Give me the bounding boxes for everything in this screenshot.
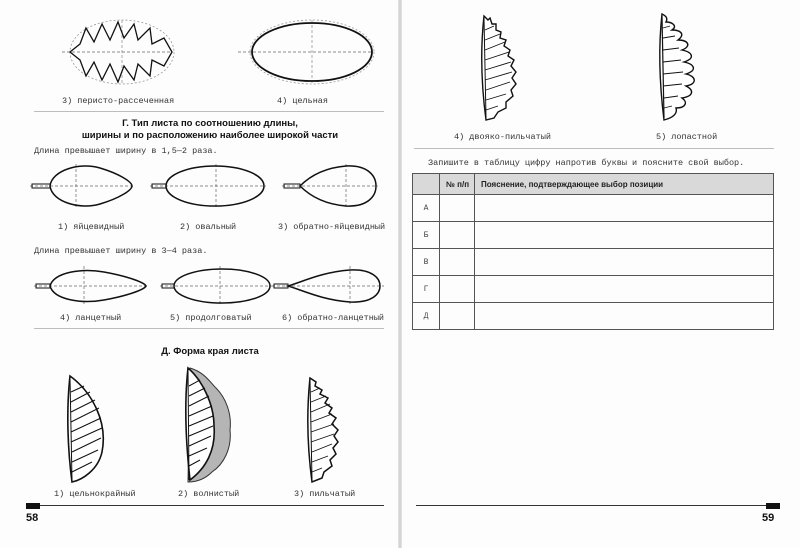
footer-marker-left [26,503,40,509]
entire-leaf-illustration [236,16,376,92]
answer-number-cell-d[interactable] [440,303,475,330]
header-number: № п/п [440,174,475,195]
entire-margin-leaf-illustration [62,372,112,484]
table-row [413,276,774,303]
caption-serrate: 3) пильчатый [294,489,356,499]
header-explanation: Пояснение, подтверждающее выбор позиции [475,174,774,195]
double-serrate-leaf-illustration [478,14,528,122]
row-letter-b: Б [413,222,440,249]
row-letter-g: Г [413,276,440,303]
pinnate-dissected-leaf-illustration [60,14,180,94]
answer-number-cell-v[interactable] [440,249,475,276]
caption-lobed: 5) лопастной [656,132,718,142]
table-row [413,249,774,276]
ovate-leaf-illustration [30,160,140,212]
lanceolate-leaf-illustration [34,262,150,310]
table-row [413,303,774,330]
table-header-row [413,174,774,195]
caption-entire: 4) цельная [277,96,329,106]
answer-table [412,173,774,330]
answer-explanation-cell-v[interactable] [475,249,774,276]
sinuate-margin-leaf-illustration [180,364,236,486]
caption-oblong: 5) продолговатый [170,313,252,323]
page-number-right: 59 [762,512,775,524]
page-number-left: 58 [26,512,39,524]
caption-lanceolate: 4) ланцетный [60,313,122,323]
table-row [413,195,774,222]
header-letter [413,174,440,195]
footer-line-right [416,505,766,506]
oblanceolate-leaf-illustration [272,262,388,310]
caption-ovate: 1) яйцевидный [58,222,125,232]
answer-explanation-cell-d[interactable] [475,303,774,330]
caption-double-serrate: 4) двояко-пильчатый [454,132,551,142]
footer-line-left [40,505,384,506]
serrate-margin-leaf-illustration [302,376,346,484]
right-divider [414,148,774,149]
lobed-leaf-illustration [656,12,706,124]
row-letter-v: В [413,249,440,276]
answer-explanation-cell-a[interactable] [475,195,774,222]
caption-oval: 2) овальный [180,222,237,232]
answer-explanation-cell-g[interactable] [475,276,774,303]
answer-number-cell-b[interactable] [440,222,475,249]
row-letter-a: А [413,195,440,222]
caption-pinnate-dissected: 3) перисто-рассеченная [62,96,175,106]
answer-number-cell-a[interactable] [440,195,475,222]
answer-explanation-cell-b[interactable] [475,222,774,249]
table-row [413,222,774,249]
section-d-title: Д. Форма края листа [161,346,259,357]
oblong-leaf-illustration [160,262,276,310]
section-g-title-line2: ширины и по расположению наиболее широкой части [81,130,339,141]
obovate-leaf-illustration [282,160,382,212]
section-g-title-line1: Г. Тип листа по соотношению длины, [122,118,298,129]
footer-marker-right [766,503,780,509]
caption-oblanceolate: 6) обратно-ланцетный [282,313,385,323]
section-divider [34,111,384,112]
section-g-title [30,118,390,142]
ratio-intro-2: Длина превышает ширину в 3—4 раза. [34,246,208,256]
ratio-intro-1: Длина превышает ширину в 1,5—2 раза. [34,146,218,156]
caption-sinuate: 2) волнистый [178,489,240,499]
oval-leaf-illustration [150,160,270,212]
caption-entire-margin: 1) цельнокрайный [54,489,136,499]
table-instruction: Запишите в таблицу цифру напротив буквы и поясните свой выбор. [428,158,745,168]
answer-number-cell-g[interactable] [440,276,475,303]
row-letter-d: Д [413,303,440,330]
section-divider-2 [34,328,384,329]
caption-obovate: 3) обратно-яйцевидный [278,222,386,232]
